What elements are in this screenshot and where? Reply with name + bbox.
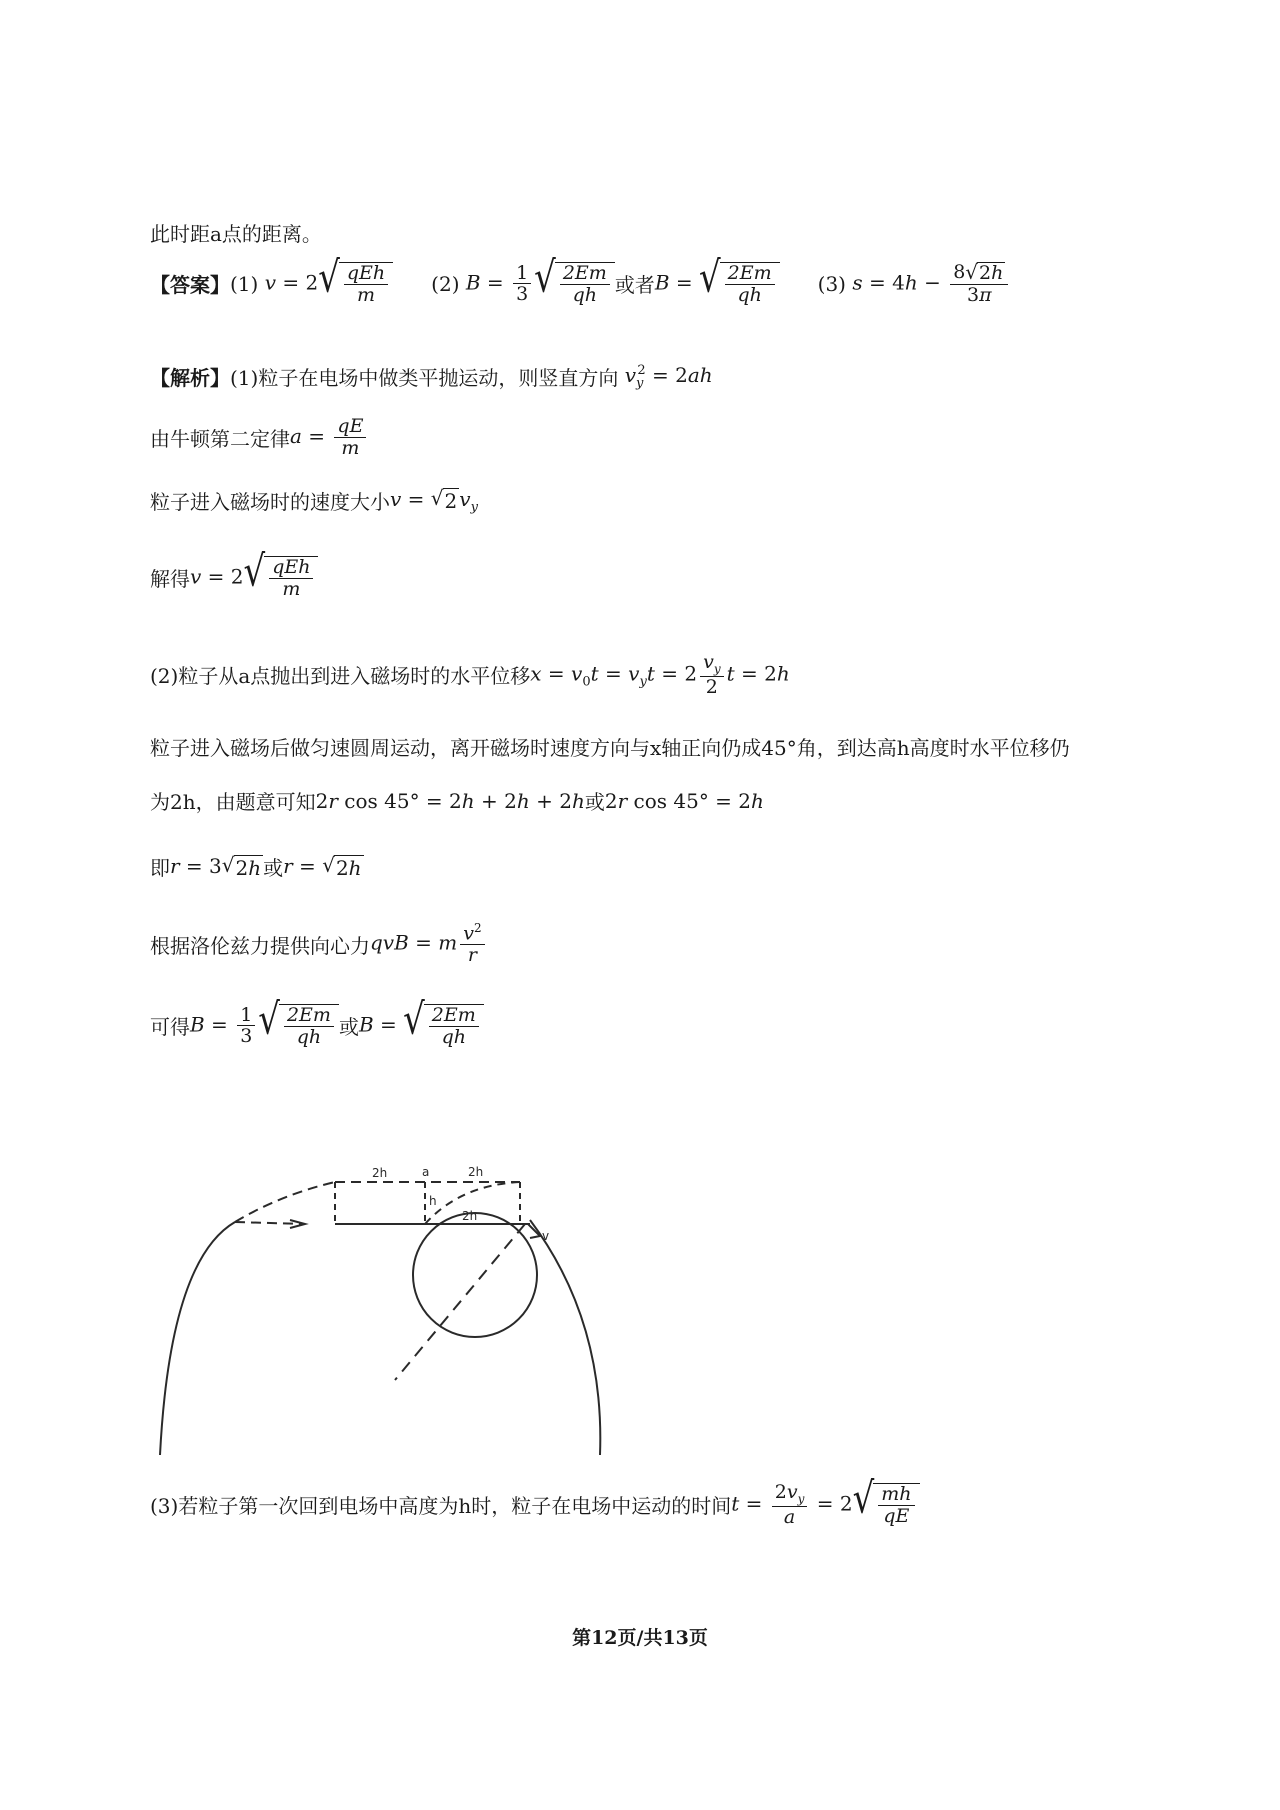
- large-arc-right: [530, 1220, 600, 1455]
- label-a: a: [422, 1165, 430, 1179]
- answer-part2-alt-formula: B = √ $\frac{2Em}{qh}$: [655, 262, 780, 306]
- answer-part3-formula: s = 4h − 8 √ 2 h 3π: [846, 262, 1011, 306]
- answer-part3-label: (3): [817, 271, 846, 296]
- formula-qvb: qvB = m $\frac{v^2}{r}$: [370, 922, 488, 966]
- analysis-text-2: 由牛顿第二定律: [150, 426, 290, 451]
- label-2h-top-right: 2h: [468, 1165, 484, 1179]
- answer-or-text: 或者: [614, 273, 655, 298]
- trajectory-diagram: [150, 1140, 630, 1460]
- answer-tag: 【答案】: [150, 273, 230, 298]
- formula-rcos-2: 2r cos 45° = 2h: [604, 788, 764, 813]
- analysis-line-5: [150, 652, 790, 698]
- analysis-text-5: (2)粒子从a点抛出到进入磁场时的水平位移: [150, 664, 531, 689]
- answer-part1-label: (1): [230, 271, 259, 296]
- analysis-text-8: 即: [150, 856, 170, 880]
- formula-v-result: v = 2 √ $\frac{\text{qEh}}{m}$: [190, 556, 318, 600]
- page-footer: 第12页/共13页: [572, 1627, 708, 1649]
- analysis-text-10: 可得: [150, 1015, 190, 1040]
- analysis-or-3: 或: [338, 1015, 359, 1040]
- analysis-line-6: [150, 732, 1070, 761]
- analysis-line-2: [150, 416, 369, 459]
- formula-b-1: B = $\frac{1}{3}$ √ $\frac{2Em}{qh}$: [190, 1004, 339, 1048]
- analysis-text-6: 粒子进入磁场后做匀速圆周运动，离开磁场时速度方向与x轴正向仍成45°角，到达高h高度时水平位移仍: [150, 736, 1070, 760]
- analysis-line-10: [150, 994, 484, 1048]
- analysis-line-1: [150, 362, 713, 391]
- intro-text: 此时距a点的距离。: [150, 222, 322, 246]
- analysis-line-3: [150, 486, 478, 515]
- intro-line: [150, 218, 322, 247]
- large-arc-left: [160, 1222, 235, 1455]
- formula-v-sqrt2: v = √ 2 $v_y$: [390, 485, 478, 515]
- formula-x: $x = v_0t = v_yt = 2$ $\frac{v_y}{2}$ t = 2h: [530, 651, 790, 698]
- radius-dashed-line: [395, 1224, 525, 1380]
- answer-line: [150, 252, 1011, 306]
- analysis-or-2: 或: [263, 856, 284, 880]
- formula-rcos-1: 2r cos 45° = 2h + 2h + 2h: [315, 788, 585, 813]
- analysis-text-1: (1)粒子在电场中做类平抛运动，则竖直方向: [230, 366, 619, 390]
- label-v: v: [542, 1229, 550, 1243]
- formula-t: t = $\frac{2v_y}{a}$ = 2 √ $\frac{mh}{qE}$: [731, 1482, 919, 1528]
- formula-vy2: $v_y^2 = 2ah$: [624, 362, 713, 391]
- answer-part2-label: (2): [431, 271, 460, 296]
- label-h: h: [429, 1194, 437, 1208]
- analysis-line-7: [150, 786, 764, 815]
- analysis-line-9: [150, 922, 488, 966]
- answer-part1-formula: v = 2 √ $\frac{\text{qEh}}{m}$: [258, 262, 393, 306]
- answer-part2-formula: B = $\frac{1}{3}$ √ $\frac{2Em}{qh}$: [460, 262, 615, 306]
- label-2h-top-left: 2h: [372, 1166, 388, 1180]
- analysis-text-9: 根据洛伦兹力提供向心力: [150, 933, 370, 958]
- analysis-text-7: 为2h，由题意可知: [150, 790, 316, 814]
- formula-r-1: r = 3 √ 2 h: [170, 852, 262, 880]
- formula-r-2: r = √ 2 h: [283, 852, 362, 880]
- analysis-line-11: [150, 1473, 920, 1528]
- analysis-text-11: (3)若粒子第一次回到电场中高度为h时，粒子在电场中运动的时间: [150, 1494, 732, 1519]
- analysis-tag: 【解析】: [150, 366, 230, 390]
- analysis-line-4: [150, 546, 318, 600]
- analysis-line-8: [150, 852, 364, 881]
- formula-a: a = $\frac{qE}{m}$: [290, 416, 369, 459]
- parabola-left: [235, 1182, 335, 1222]
- label-2h-mid: 2h: [462, 1209, 478, 1223]
- left-dashed-h: [235, 1222, 305, 1224]
- analysis-text-3: 粒子进入磁场时的速度大小: [150, 490, 390, 514]
- formula-b-2: B = √ $\frac{2Em}{qh}$: [359, 1004, 484, 1048]
- analysis-or-1: 或: [584, 790, 605, 814]
- analysis-text-4: 解得: [150, 567, 190, 592]
